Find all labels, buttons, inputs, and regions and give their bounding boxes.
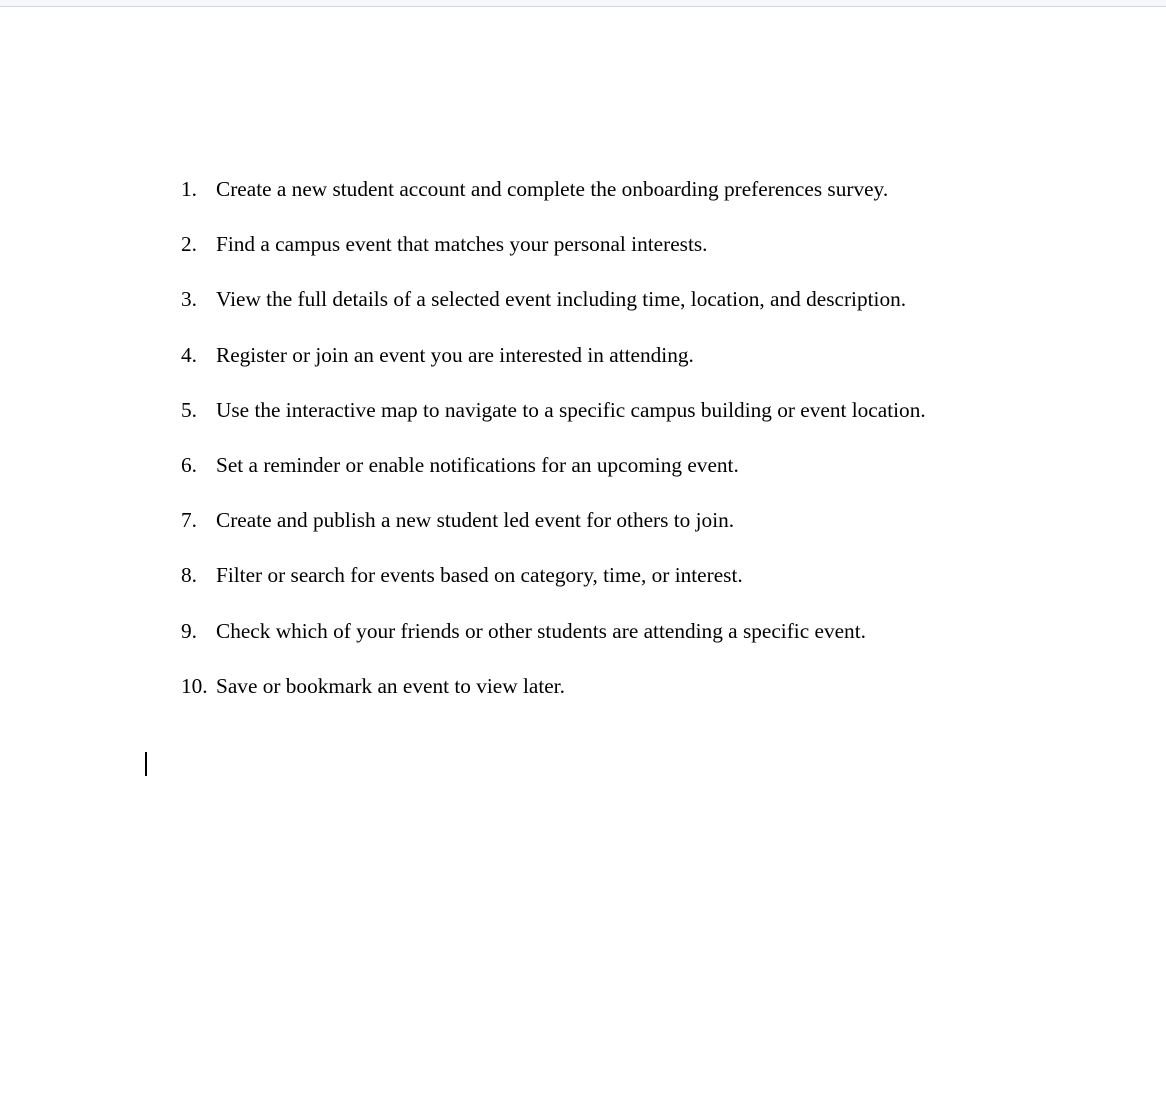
- list-item: [181, 341, 926, 396]
- list-text: Filter or search for events based on category, time, or interest.: [216, 563, 743, 588]
- top-toolbar-edge: [0, 0, 1166, 7]
- list-number: 2.: [181, 232, 197, 257]
- list-item: [181, 230, 926, 285]
- list-number: 8.: [181, 563, 197, 588]
- list-text: Set a reminder or enable notifications for an upcoming event.: [216, 452, 739, 477]
- list-number: 7.: [181, 508, 197, 533]
- list-item: [181, 672, 926, 727]
- list-text: Use the interactive map to navigate to a specific campus building or event location.: [216, 397, 926, 422]
- list-number: 3.: [181, 287, 197, 312]
- list-number: 6.: [181, 452, 197, 477]
- list-item: [181, 175, 926, 230]
- list-text: Check which of your friends or other students are attending a specific event.: [216, 618, 866, 643]
- list-item: [181, 617, 926, 672]
- list-number: 10.: [181, 673, 208, 698]
- list-text: View the full details of a selected event including time, location, and description.: [216, 287, 907, 312]
- list-number: 9.: [181, 618, 197, 643]
- list-item: [181, 451, 926, 506]
- list-text: Register or join an event you are interested in attending.: [216, 342, 694, 367]
- list-item: [181, 506, 926, 561]
- list-text: Save or bookmark an event to view later.: [216, 673, 565, 698]
- list-text: Find a campus event that matches your personal interests.: [216, 232, 708, 257]
- list-number: 1.: [181, 177, 197, 201]
- text-cursor[interactable]: [145, 752, 147, 776]
- list-text: Create a new student account and complete the onboarding preferences survey.: [216, 177, 889, 201]
- task-list: [181, 175, 926, 727]
- list-number: 4.: [181, 342, 197, 367]
- list-item: [181, 561, 926, 616]
- list-number: 5.: [181, 397, 197, 422]
- list-text: Create and publish a new student led event for others to join.: [216, 508, 735, 533]
- list-item: [181, 285, 926, 340]
- list-item: [181, 396, 926, 451]
